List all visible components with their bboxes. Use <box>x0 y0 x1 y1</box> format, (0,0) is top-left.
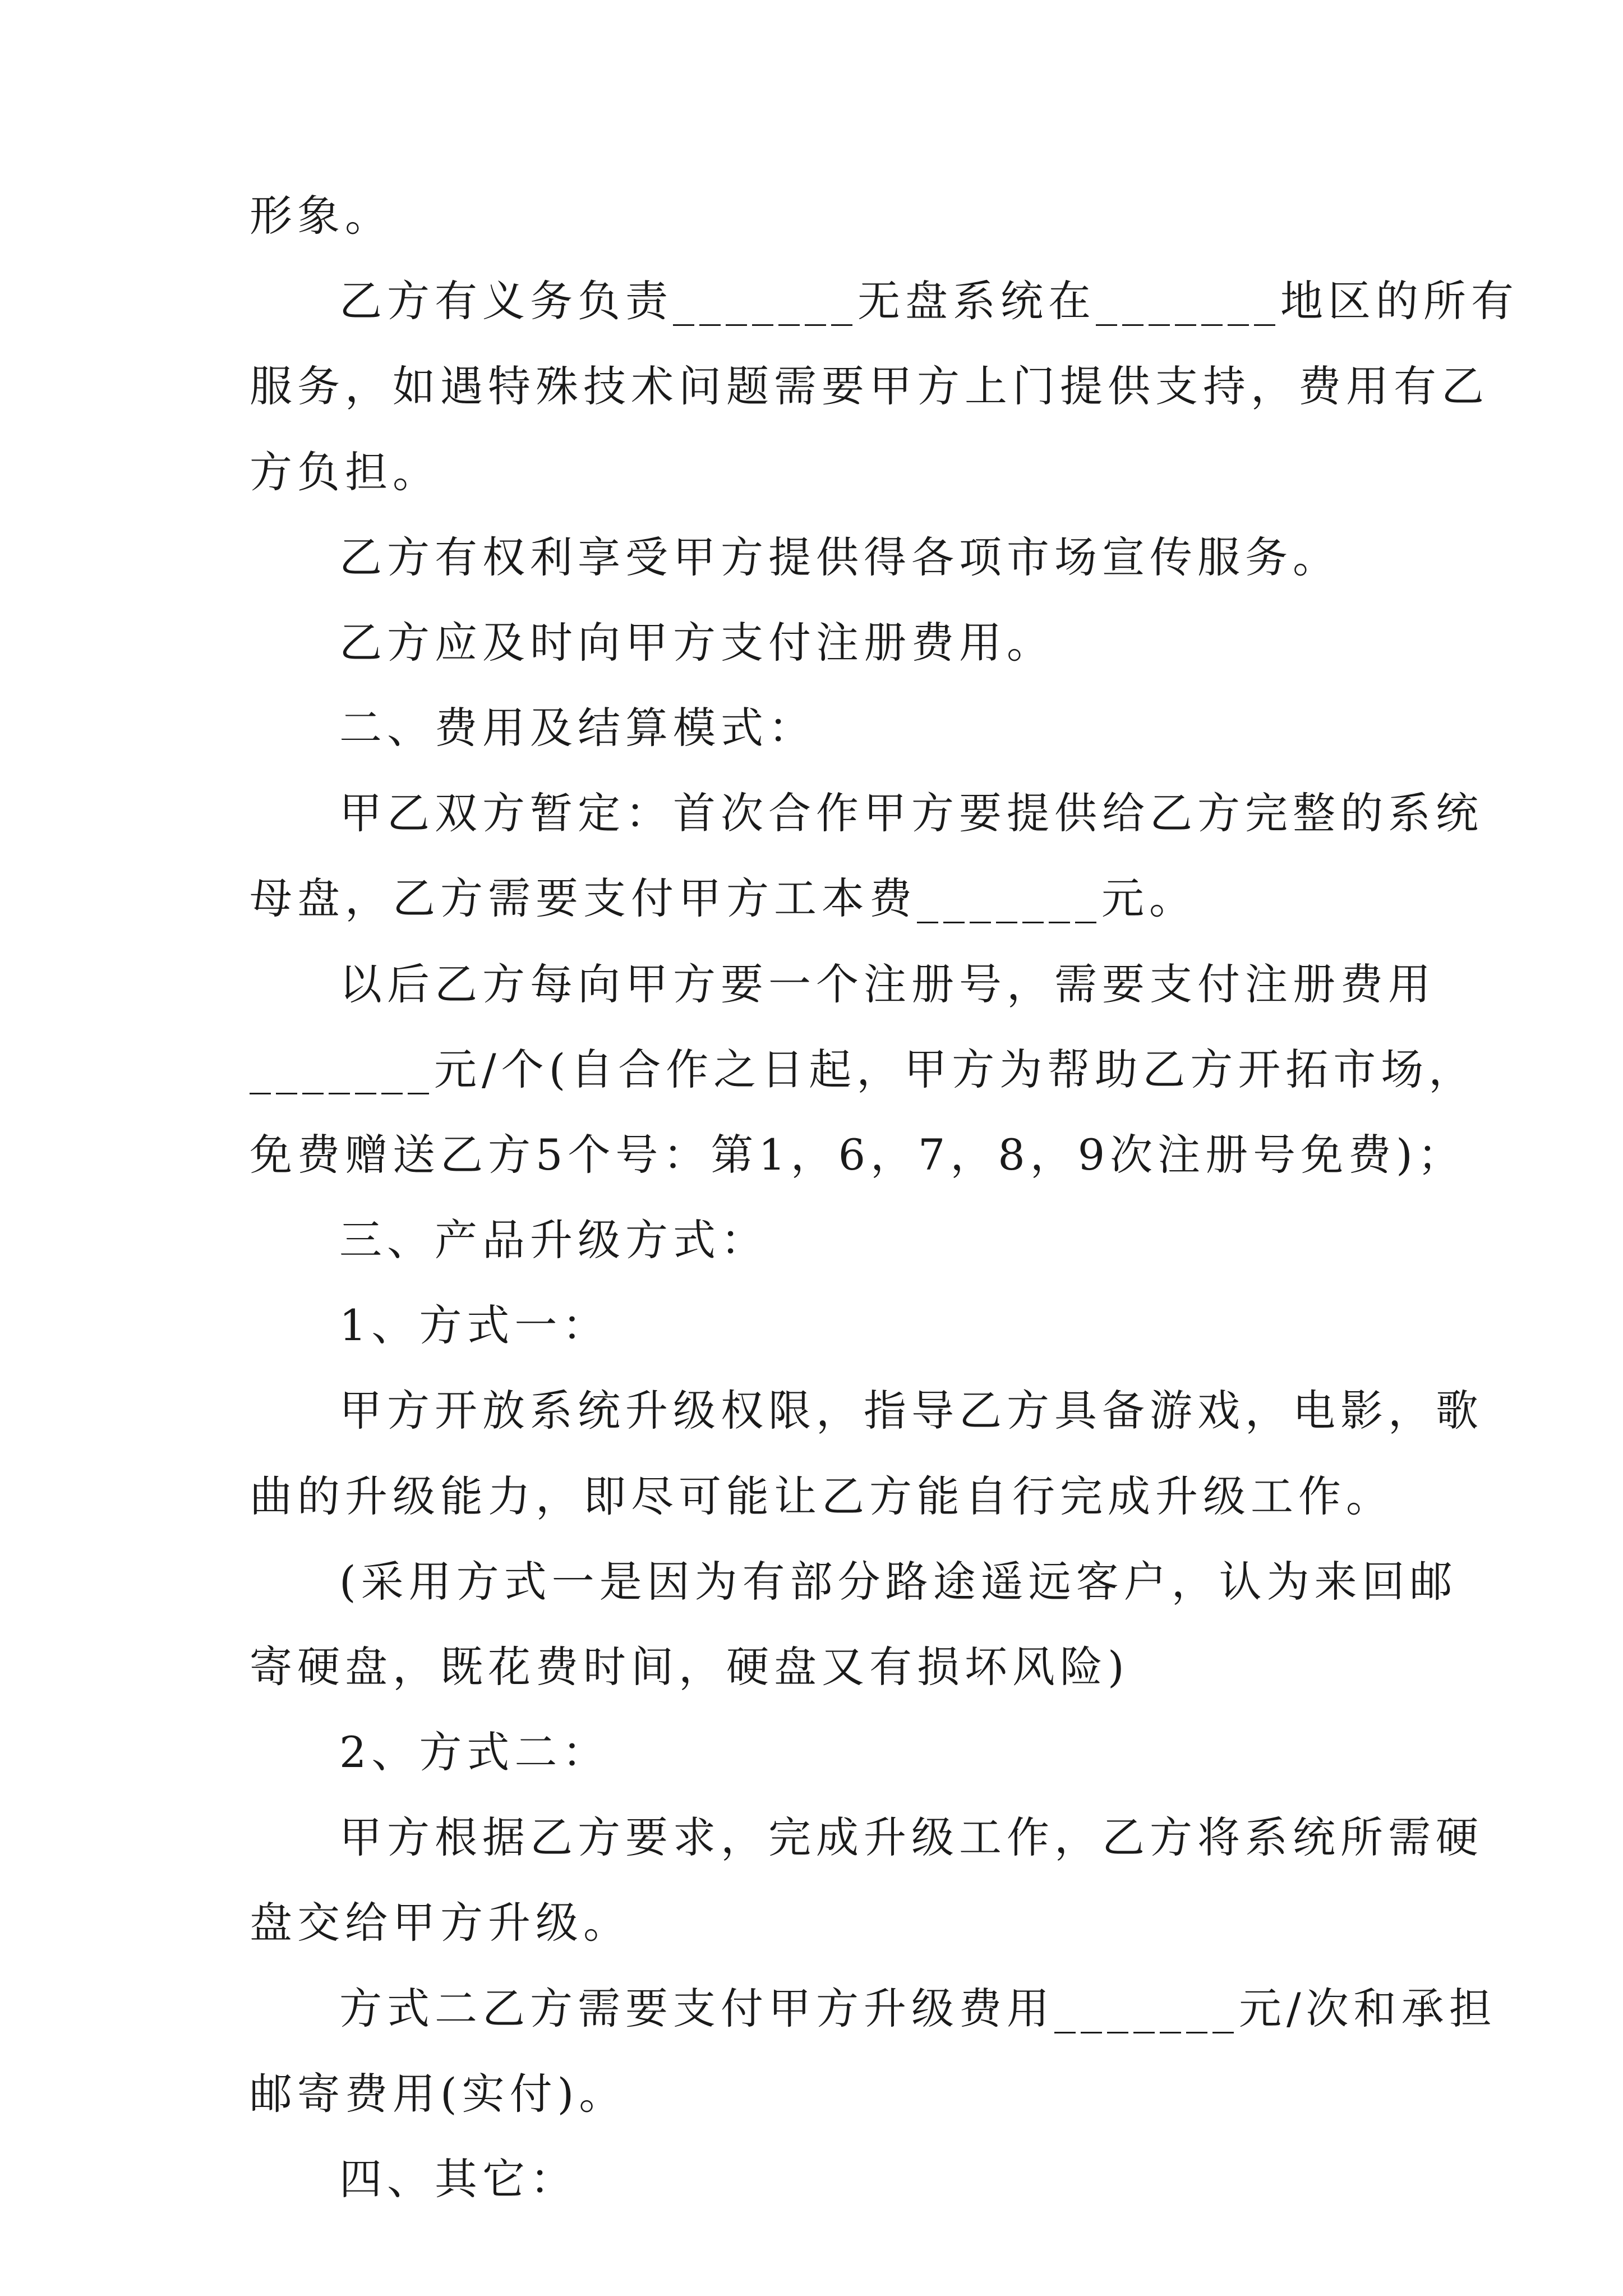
text-line: 服务，如遇特殊技术问题需要甲方上门提供支持，费用有乙 <box>250 361 1489 411</box>
text-line: _______元/个(自合作之日起，甲方为帮助乙方开拓市场， <box>250 1045 1477 1094</box>
text-line: 方负担。 <box>250 447 440 497</box>
text-line: 甲方开放系统升级权限，指导乙方具备游戏，电影，歌 <box>339 1386 1483 1435</box>
text-line: 母盘，乙方需要支付甲方工本费_______元。 <box>250 873 1197 923</box>
text-line: 甲乙双方暂定：首次合作甲方要提供给乙方完整的系统 <box>339 788 1483 838</box>
text-line: (采用方式一是因为有部分路途遥远客户，认为来回邮 <box>339 1557 1458 1607</box>
text-line: 邮寄费用(实付)。 <box>250 2069 627 2119</box>
text-line: 乙方有义务负责_______无盘系统在_______地区的所有 <box>339 276 1519 326</box>
section-heading: 二、费用及结算模式： <box>339 703 816 753</box>
text-line: 盘交给甲方升级。 <box>250 1898 631 1948</box>
text-line: 免费赠送乙方5个号：第1，6，7，8，9次注册号免费)； <box>250 1130 1465 1180</box>
text-line: 乙方有权利享受甲方提供得各项市场宣传服务。 <box>339 532 1340 582</box>
section-heading: 三、产品升级方式： <box>339 1215 768 1265</box>
text-line: 曲的升级能力，即尽可能让乙方能自行完成升级工作。 <box>250 1471 1394 1521</box>
section-heading: 四、其它： <box>339 2154 578 2204</box>
text-line: 方式二乙方需要支付甲方升级费用_______元/次和承担 <box>339 1984 1497 2033</box>
sub-heading: 2、方式二： <box>339 1727 610 1777</box>
sub-heading: 1、方式一： <box>339 1300 610 1350</box>
text-line: 形象。 <box>250 191 393 241</box>
text-line: 乙方应及时向甲方支付注册费用。 <box>339 618 1054 668</box>
text-line: 以后乙方每向甲方要一个注册号，需要支付注册费用 <box>339 959 1436 1009</box>
text-line: 甲方根据乙方要求，完成升级工作，乙方将系统所需硬 <box>339 1812 1483 1862</box>
text-line: 寄硬盘，既花费时间，硬盘又有损坏风险) <box>250 1642 1129 1692</box>
